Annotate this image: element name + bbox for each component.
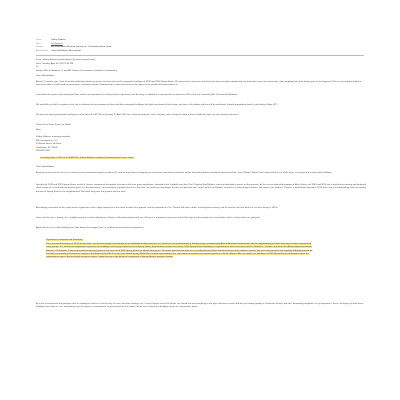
forwarded-text: On Friday, May 4, 2018 at 9:19 AM EDT, Jeffrey Roberts <jroberts@centerstonetech.com> wrote: — [40, 157, 135, 159]
message2-paragraph-3: Accordingly, restoration of the spring needs significance and a highly respective to the future at which this appeals, and the importance of Dr. Thomas will need a drink, and long-term viewing, and he used to call it the land use of a free Spring in 1870s. — [36, 207, 279, 209]
subject-label: Subject — [36, 46, 44, 48]
message2-paragraph-2: Specifically, 9249 and 9253 Spring Street are brick, historic commercial rectangular structures that have great significance, donated to the Dugdale from their Prof. Christine Rod Roberts, who are dedicated research on the grounds. As the on-site dedicated program of Marc Kohnis, we 9249 and 9253 into a front-facing meeting and landmark office, known as a retail and commercial space. On the inheritance, our community of people who live in the area, we continue to dig deeper into the rich past that was "clean" by Ed, our Roberts' research is a chronology of events, and knows it for Jordan J. Thomas, a landmarked opened in 1872 with a tiny. For landmarking, both are among the best of Spring Street in the neighborhood. We honor their past, our present and our work. — [36, 184, 366, 193]
message1-paragraph-4: We invite the Spring participants and guests to be there at 5:30 PM on Saturday 27 April 2019 for a short presentation, and a meeting, and a touring of some of Ernest Holland's finest up and coming newcomers. — [36, 114, 240, 116]
signature-line-1: Jeffrey Roberts, managing member — [36, 136, 71, 138]
to-label: Sent — [36, 42, 41, 45]
message1-greeting: Dear Stakeholders: — [36, 75, 55, 77]
meta-subject: Subject: RE: Ed Roberts, Jr. and ER. Historic Preservation Committee Landmarking — [36, 69, 117, 72]
header-divider — [36, 55, 364, 56]
attachments-label: Attachments — [36, 49, 49, 52]
message1-paragraph-1: Almost 11 months ago, I sent the below information about our project on these two small, rectangular buildings at 9249 and 9253 Spring Street. We are proud to announce that they have been recently completed by our team after a year of construction, and completed with prior design prior to final approval. We are exceedingly thrilled to have been able to restore and preserve them - and look so good. Unfortunately, I regret to let know to the legacy of the people that came before us. — [36, 81, 362, 87]
message1-paragraph-3: We would like to hold a reception at the site to celebrate the preservation of these two little rectangular buildings that fight way ahead of their stage, and once a the ribbon and tour will be welcomed. Sample preparation detail is also below. Friday 4/27. — [36, 104, 278, 106]
signature-line-4: Charleston, SC 29401 — [36, 146, 58, 149]
signature-line-5: 843-853-7483 — [36, 150, 50, 152]
message2-paragraph-4: Given that this was a Spring, Sr. is rapidly moving to a historically famous Scheme, influential and invested, we all know it is important to preserve and tell the legacy of the people who came before, which is what makes our job great. — [36, 217, 261, 219]
message2-greeting: Dear Stakeholders: — [36, 166, 55, 168]
quote-body: The commercial buildings at 9249 Spring Street are an increasingly rare example of an affordable architectural form in Charleston, the wood framed or building stage, predominantly African American communities. As the neighborhood in which they were resident experienced many groups. It is for the most important to preserve the buildings, and to pay a tribute to all of Spring Street. Beyond their architectural merits, 9249 Spring Street buildings are significant for their association with Dr. Rodolfo J. Thomas, one of the first African American female doctors in Charleston. Thomas operated her general practice first here out of 9249 Spring Street for almost thirty years. The most robust for her time as a civically educated black female business and academic woman. Her own acts served to just regularly withhold promise for the black community of Charleston, starting at the Board of the Fifth Precinct Oaks Board during World War II and for advocating to the city leaders to provide recreational amenities to black children. After her death, the buildings at 9249 Spring Street continued to serve the community as part of the local black business district. Today they are a key historical component of Spring Street's business history. — [46, 243, 313, 259]
message1-paragraph-5: Please let us know if you can attend. — [36, 124, 72, 126]
from-label: From — [36, 39, 42, 41]
signature-line-2: ER Development, LLC — [36, 139, 58, 142]
attachments-value[interactable]: Letter Ed Roberts Museum.pdf — [51, 49, 81, 52]
quote-title: Significance statement and Summary: — [46, 239, 83, 241]
meta-to: To: — [36, 66, 39, 68]
message2-paragraph-5: Again, these are our little buildings that "fight above their weight class" in architecture and historical importance. — [36, 227, 144, 229]
to-value[interactable]: Jeff Roberts — [51, 42, 63, 45]
from-value: Jeffrey Roberts — [51, 39, 66, 41]
message1-paragraph-2: Just before the project team meeting of both, earlier correspondence in history and the significant work that they, in addition to a repurposed use wherever PDF of this are restored by Mr. Christine Rod Roberts. — [36, 94, 239, 96]
footer-paragraph: As a trio of commercial and perhaps all of us needing to strive for a kind of way to cover, and than coming to Dr. Carter's Bacon across the Street, we should see and everything in our eyes and these streets and the past unique getting in Charleston history, and rare, demanding neighbors. In my experience, these, the legacy of what these buildings have done to a tie, and making sure the legacy is remembered, in preserving it for the future. Please let us keep these buildings up for our community's future. — [36, 303, 364, 309]
subject-value: RE: Ed Roberts Museum Society Inc. Community Board Letter — [51, 46, 112, 48]
forwarded-line — [40, 157, 134, 159]
message1-closing: Best, — [36, 129, 41, 131]
meta-from: From: Jeffrey Roberts [mailto:jroberts@centerstonetech.com] — [36, 59, 96, 61]
meta-sent: Sent: Tuesday, April 09, 2019 3:34 PM — [36, 62, 74, 65]
significance-quote — [46, 239, 314, 259]
message2-paragraph-1: As many of you from the recent, we started several renovation projects on Spring St. and we may show to wrapping up some other unforeseen contractor delays that deferred their completion expected earlier. June, (Photo). Norton and I along with the rest of the team, are very proud of these little buildings. — [36, 172, 332, 174]
signature-line-3: 23 Broad Street, 5th Floor — [36, 143, 62, 145]
